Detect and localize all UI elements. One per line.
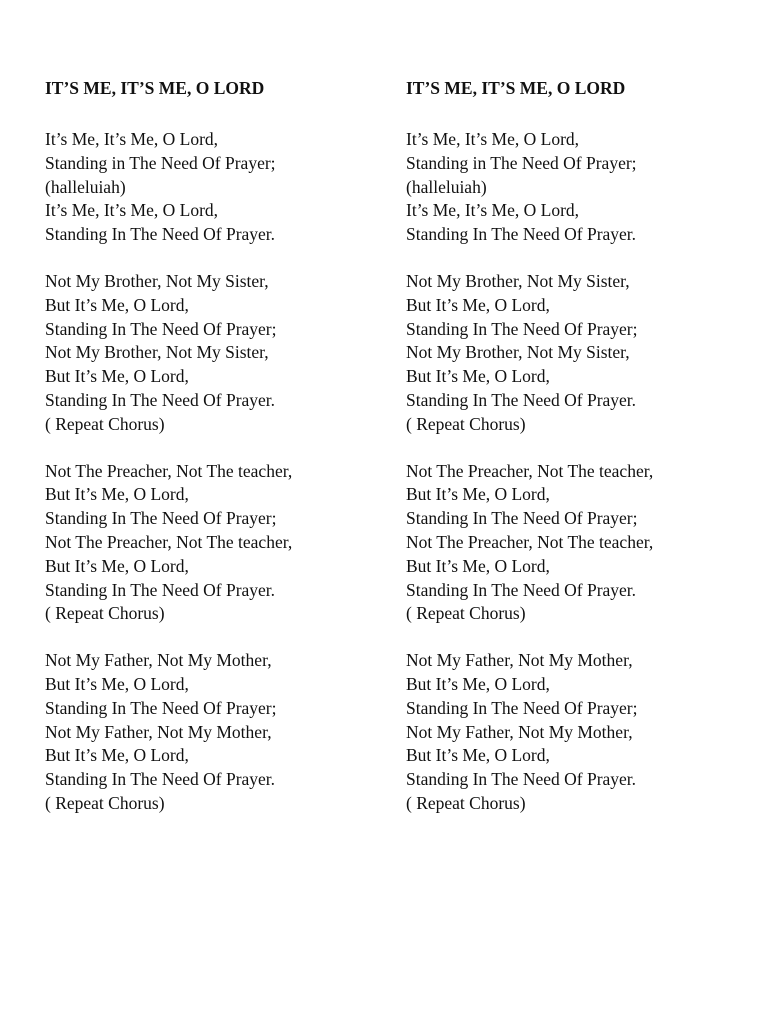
lyric-line: Standing In The Need Of Prayer; [406, 318, 638, 339]
lyric-line: Standing In The Need Of Prayer. [45, 579, 276, 600]
repeat-chorus-note: ( Repeat Chorus) [45, 413, 165, 434]
lyric-line: Not My Brother, Not My Sister, [406, 270, 630, 291]
lyric-line: Standing in The Need Of Prayer; [406, 152, 637, 173]
lyric-line: Standing In The Need Of Prayer. [406, 224, 637, 245]
verse-stanza-brother-sister [45, 270, 385, 437]
lyric-line: Not My Father, Not My Mother, [45, 721, 272, 742]
lyrics-column-left [45, 76, 385, 839]
repeat-chorus-note: ( Repeat Chorus) [45, 792, 165, 813]
lyric-line: It’s Me, It’s Me, O Lord, [45, 129, 219, 149]
lyric-line: But It’s Me, O Lord, [406, 484, 550, 505]
lyrics-column-right [406, 76, 746, 839]
lyric-line: Not My Brother, Not My Sister, [406, 342, 630, 363]
lyric-line: It’s Me, It’s Me, O Lord, [406, 200, 580, 221]
lyric-line: But It’s Me, O Lord, [45, 745, 189, 766]
chorus-stanza [406, 128, 746, 247]
verse-stanza-father-mother [45, 649, 385, 816]
lyric-line: (halleluiah) [406, 176, 487, 197]
verse-stanza-preacher-teacher [45, 460, 385, 627]
lyric-line: (halleluiah) [45, 176, 126, 197]
lyric-line: Not My Father, Not My Mother, [406, 650, 633, 671]
lyric-line: Not My Father, Not My Mother, [406, 721, 633, 742]
song-title: IT’S ME, IT’S ME, O LORD [406, 78, 626, 98]
repeat-chorus-note: ( Repeat Chorus) [406, 603, 526, 624]
lyric-line: Not My Brother, Not My Sister, [45, 270, 269, 291]
lyric-line: But It’s Me, O Lord, [406, 673, 550, 694]
song-title: IT’S ME, IT’S ME, O LORD [45, 78, 265, 98]
lyric-line: Standing In The Need Of Prayer. [45, 769, 276, 790]
lyric-line: But It’s Me, O Lord, [45, 484, 189, 505]
lyric-line: Standing In The Need Of Prayer; [406, 508, 638, 529]
lyric-line: But It’s Me, O Lord, [45, 366, 189, 387]
lyric-line: Not The Preacher, Not The teacher, [406, 531, 654, 552]
lyric-line: Not The Preacher, Not The teacher, [45, 531, 293, 552]
lyric-line: But It’s Me, O Lord, [45, 294, 189, 315]
lyric-line: But It’s Me, O Lord, [406, 294, 550, 315]
lyric-line: But It’s Me, O Lord, [45, 555, 189, 576]
lyric-line: Standing In The Need Of Prayer. [45, 224, 276, 245]
lyric-line: But It’s Me, O Lord, [45, 673, 189, 694]
lyric-line: It’s Me, It’s Me, O Lord, [406, 129, 580, 149]
chorus-stanza [45, 128, 385, 247]
lyric-line: Standing In The Need Of Prayer; [45, 508, 277, 529]
lyric-line: Standing In The Need Of Prayer. [45, 389, 276, 410]
lyric-line: Standing In The Need Of Prayer. [406, 769, 637, 790]
lyric-line: Standing In The Need Of Prayer. [406, 389, 637, 410]
lyric-line: Not My Father, Not My Mother, [45, 650, 272, 671]
lyric-line: Standing In The Need Of Prayer; [406, 697, 638, 718]
repeat-chorus-note: ( Repeat Chorus) [45, 603, 165, 624]
repeat-chorus-note: ( Repeat Chorus) [406, 413, 526, 434]
verse-stanza-brother-sister [406, 270, 746, 437]
lyric-line: It’s Me, It’s Me, O Lord, [45, 200, 219, 221]
lyric-line: Standing in The Need Of Prayer; [45, 152, 276, 173]
lyric-line: Not My Brother, Not My Sister, [45, 342, 269, 363]
verse-stanza-preacher-teacher [406, 460, 746, 627]
lyric-line: Standing In The Need Of Prayer. [406, 579, 637, 600]
lyric-line: But It’s Me, O Lord, [406, 555, 550, 576]
lyric-line: But It’s Me, O Lord, [406, 366, 550, 387]
lyric-line: Not The Preacher, Not The teacher, [406, 460, 654, 481]
lyric-line: Standing In The Need Of Prayer; [45, 697, 277, 718]
repeat-chorus-note: ( Repeat Chorus) [406, 792, 526, 813]
lyric-line: Not The Preacher, Not The teacher, [45, 460, 293, 481]
lyric-line: But It’s Me, O Lord, [406, 745, 550, 766]
lyric-line: Standing In The Need Of Prayer; [45, 318, 277, 339]
verse-stanza-father-mother [406, 649, 746, 816]
